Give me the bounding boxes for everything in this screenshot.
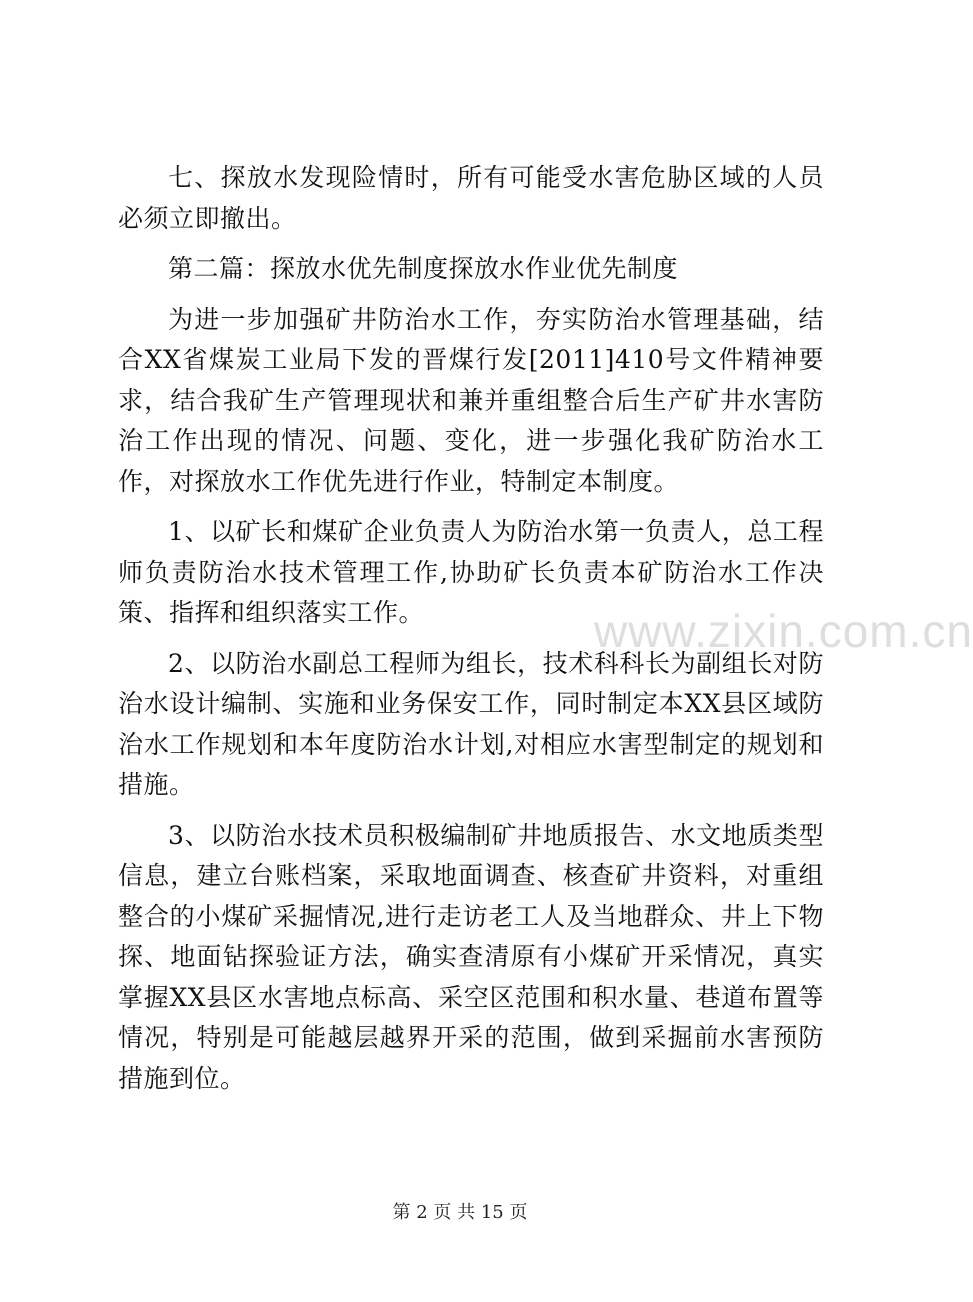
paragraph-item-1: 1、以矿长和煤矿企业负责人为防治水第一负责人，总工程师负责防治水技术管理工作,协助矿长负责本矿防治水工作决策、指挥和组织落实工作。 [118, 517, 824, 627]
paragraph-intro: 为进一步加强矿井防治水工作，夯实防治水管理基础，结合XX省煤炭工业局下发的晋煤行发[2011]410号文件精神要求，结合我矿生产管理现状和兼并重组整合后生产矿井水害防治工作出现的情况、问题、变化，进一步强化我矿防治水工作，对探放水工作优先进行作业，特制定本制度。 [118, 304, 824, 496]
watermark-text: www.zixin.com.cn [594, 605, 973, 657]
paragraph-section-seven: 七、探放水发现险情时，所有可能受水害危胁区域的人员必须立即撤出。 [118, 163, 824, 233]
paragraph-chapter-heading: 第二篇：探放水优先制度探放水作业优先制度 [168, 254, 679, 283]
paragraph-item-2: 2、以防治水副总工程师为组长，技术科科长为副组长对防治水设计编制、实施和业务保安工作，同时制定本XX县区域防治水工作规划和本年度防治水计划,对相应水害型制定的规划和措施。 [118, 648, 824, 799]
document-body [118, 158, 824, 1099]
page-number-footer: 第 2 页 共 15 页 [392, 1202, 528, 1223]
paragraph-item-3: 3、以防治水技术员积极编制矿井地质报告、水文地质类型信息，建立台账档案，采取地面调查、核查矿井资料，对重组整合的小煤矿采掘情况,进行走访老工人及当地群众、井上下物探、地面钻探验证方法，确实查清原有小煤矿开采情况，真实掌握XX县区水害地点标高、采空区范围和积水量、巷道布置等情况，特别是可能越层越界开采的范围，做到采掘前水害预防措施到位。 [118, 820, 824, 1093]
